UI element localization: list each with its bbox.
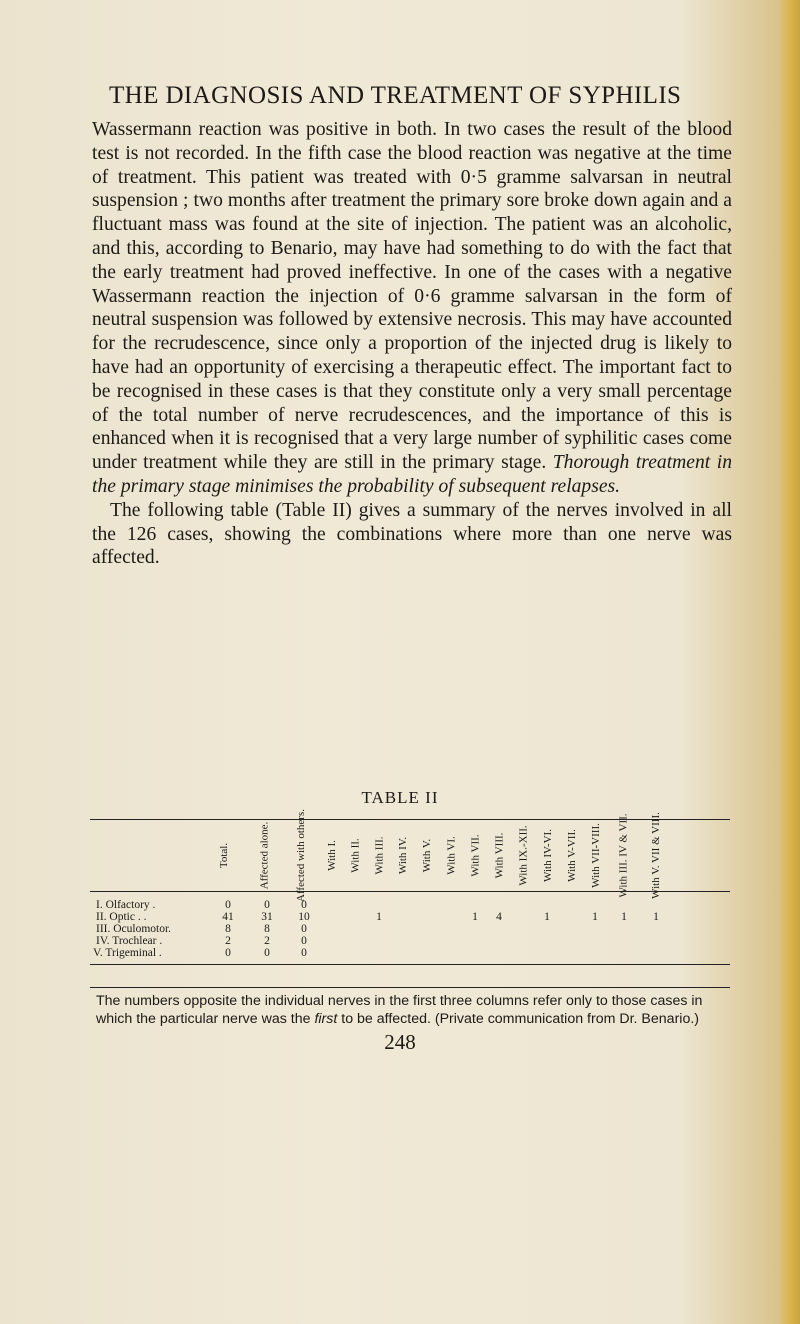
cell-others: 0 [301,947,307,959]
cell-alone: 8 [264,923,270,935]
col-header: With IX.-XII. [517,824,530,886]
cell-total: 0 [225,947,231,959]
body-text [92,118,732,570]
table-rule-total [90,964,730,965]
page-gilt-edge [778,0,800,1324]
col-header: With II. [349,837,362,873]
col-header: Affected with others. [294,808,307,902]
cell-alone: 0 [264,947,270,959]
col-header: With V. [421,838,434,872]
cell-with-iii: 1 [376,911,382,923]
table-rule-head [90,891,730,892]
col-header: Affected alone. [258,821,271,889]
cell-with-iv-vi: 1 [544,911,550,923]
cell-with-iii-iv-vii: 1 [621,911,627,923]
cell-alone: 31 [261,911,273,923]
paragraph-1 [92,118,732,499]
cell-alone: 2 [264,935,270,947]
page-number: 248 [384,1030,416,1054]
cell-with-vii: 1 [472,911,478,923]
footnote-italic: first [314,1010,338,1027]
cell-total: 0 [225,899,231,911]
table-rule-top [90,819,730,820]
col-header: With VII. [469,833,482,877]
col-header: With V. VII & VIII. [649,811,662,899]
footnote-end: to be affected. (Private communication from Dr. Benario.) [341,1010,700,1027]
col-header: With I. [325,839,338,871]
running-head: THE DIAGNOSIS AND TREATMENT OF SYPHILIS [109,82,682,109]
row-label: III. Oculomotor. [96,923,172,935]
cell-others: 0 [301,899,307,911]
col-header: With VI. [445,835,458,875]
col-header: With IV-VI. [541,828,554,882]
paragraph-1-italic: Thorough treatment in the primary stage minimises the probability of subsequent relapses. [92,452,732,497]
col-header: With V-VII. [565,828,578,882]
table-footnote [96,993,736,1028]
cell-others: 10 [298,911,310,923]
row-label: V. Trigeminal . [93,947,162,959]
col-header: Total. [218,842,231,868]
cell-total: 41 [222,911,234,923]
cell-with-vii-viii: 1 [592,911,598,923]
cell-with-v-vii-viii: 1 [653,911,659,923]
table-title: TABLE II [361,788,439,807]
cell-total: 2 [225,935,231,947]
cell-with-viii: 4 [496,911,502,923]
cell-alone: 0 [264,899,270,911]
row-label: II. Optic . . [96,911,147,923]
col-header: With VII-VIII. [589,822,602,888]
col-header: With VIII. [493,832,506,878]
paragraph-1-text: Wassermann reaction was positive in both. In two cases the result of the blood test is not recorded. In the fifth case the blood reaction was negative at the time of treatment. This patient was treated with 0·5 gramme salvarsan in neutral suspension ; two months after treatment the primary sore broke down again and a fluctuant mass was found at the site of injection. The patient was an alcoholic, and this, according to Benario, may have had something to do with the fact that the early treatment had proved ineffective. In one of the cases with a negative Wassermann reaction the injection of 0·6 gramme salvarsan in the form of neutral suspension was followed by extensive necrosis. This may have accounted for the recrudescence, since only a proportion of the injected drug is likely to have had an opportunity of exercising a therapeutic effect. The important fact to be recognised in these cases is that they constitute only a very small percentage of the total number of nerve recrudescences, and the importance of this is enhanced when it is recognised that a very large number of syphilitic cases come under treatment while they are still in the primary stage. [92,119,732,474]
row-label: IV. Trochlear . [96,935,163,947]
row-label: I. Olfactory . [96,899,156,911]
footnote-text: The numbers opposite the individual nerves in the first three columns refer only to those cases in which the particular nerve was the [96,993,703,1027]
cell-others: 0 [301,923,307,935]
col-header: With III. [373,835,386,875]
cell-total: 8 [225,923,231,935]
paragraph-2: The following table (Table II) gives a summary of the nerves involved in all the 126 cases, showing the combinations where more than one nerve was affected. [92,499,732,569]
col-header: With IV. [397,836,410,874]
cell-others: 0 [301,935,307,947]
table-rule-bottom [90,987,730,988]
col-header: With III. IV & VII. [617,812,630,898]
